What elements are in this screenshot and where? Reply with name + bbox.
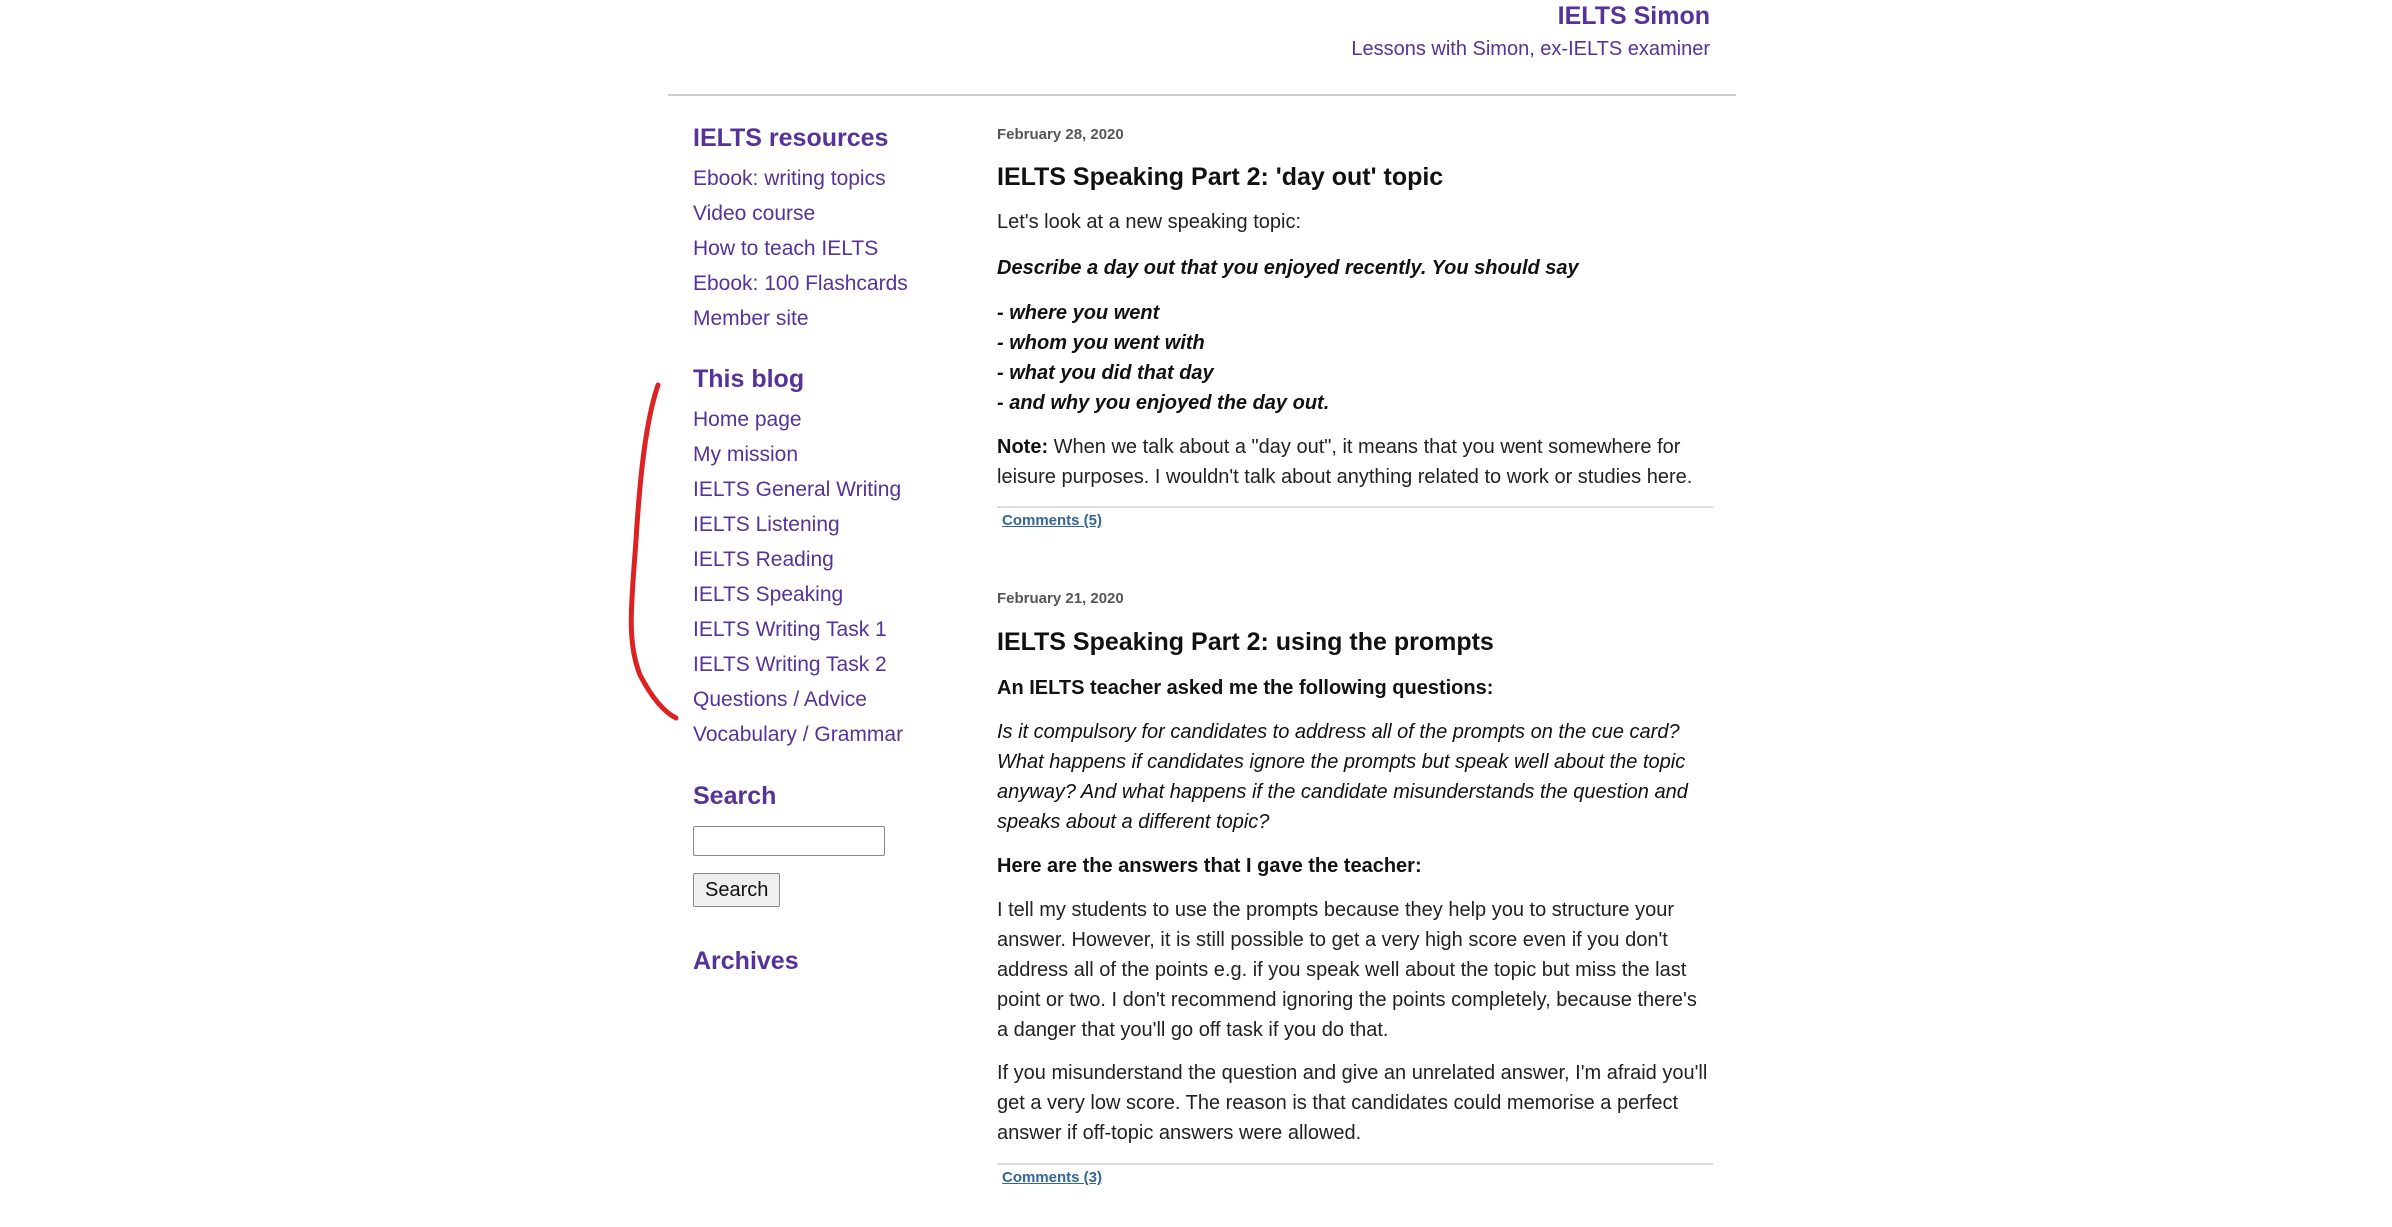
cue-card-heading: Describe a day out that you enjoyed recently. You should say <box>997 257 1579 279</box>
blog-link-item <box>693 437 903 472</box>
blog-link-vocabulary-grammar[interactable]: Vocabulary / Grammar <box>693 723 904 746</box>
search-input[interactable] <box>693 826 885 856</box>
blog-link-item <box>693 402 903 437</box>
resource-item <box>693 266 908 301</box>
cue-card-prompt: - and why you enjoyed the day out. <box>997 392 1330 414</box>
note-label: Note: <box>997 436 1049 458</box>
blog-link-item <box>693 682 903 717</box>
search-heading: Search <box>693 782 777 810</box>
resources-list <box>693 161 908 336</box>
post-note <box>997 432 1713 492</box>
answers-heading: Here are the answers that I gave the teacher: <box>997 855 1422 877</box>
site-header <box>0 0 2392 100</box>
blog-link-item <box>693 577 903 612</box>
post-paragraph: I tell my students to use the prompts because they help you to structure your answer. However, it is still possible to get a very high score even if you don't address all of the points e.g. if you speak well about the topic but miss the last point or two. I don't recommend ignoring the points completely, because there's a danger that you'll go off task if you do that. <box>997 899 1697 1041</box>
blog-link-writing-task-2[interactable]: IELTS Writing Task 2 <box>693 653 887 676</box>
blog-link-home-page[interactable]: Home page <box>693 408 802 431</box>
blog-link-listening[interactable]: IELTS Listening <box>693 513 840 536</box>
post-questions: Is it compulsory for candidates to address all of the prompts on the cue card? What happens if candidates ignore the prompts but speak well about the topic anyway? And what happens if the candidate misunderstands the question and speaks about a different topic? <box>997 721 1688 833</box>
blog-link-item <box>693 647 903 682</box>
cue-card-prompt: - where you went <box>997 302 1160 324</box>
resource-item <box>693 196 908 231</box>
blog-link-my-mission[interactable]: My mission <box>693 443 799 466</box>
blog-link-item <box>693 717 903 752</box>
blog-link-item <box>693 507 903 542</box>
blog-link-speaking[interactable]: IELTS Speaking <box>693 583 844 606</box>
blog-link-item <box>693 542 903 577</box>
note-text: When we talk about a "day out", it means that you went somewhere for leisure purposes. I wouldn't talk about anything related to work or studies here. <box>997 436 1693 488</box>
blog-link-item <box>693 472 903 507</box>
header-divider <box>668 94 1736 96</box>
blog-link-questions-advice[interactable]: Questions / Advice <box>693 688 867 711</box>
annotation-stroke <box>631 385 676 718</box>
resource-link-writing-topics[interactable]: Ebook: writing topics <box>693 167 886 190</box>
blog-link-reading[interactable]: IELTS Reading <box>693 548 834 571</box>
blog-link-item <box>693 612 903 647</box>
post-date: February 21, 2020 <box>997 590 1124 607</box>
post-footer-divider <box>997 1163 1713 1165</box>
site-tagline: Lessons with Simon, ex-IELTS examiner <box>1351 38 1710 60</box>
cue-card-prompt: - what you did that day <box>997 362 1214 384</box>
post-paragraph: If you misunderstand the question and give an unrelated answer, I'm afraid you'll get a very low score. The reason is that candidates could memorise a perfect answer if off-topic answers were allowed. <box>997 1062 1708 1144</box>
post-title[interactable]: IELTS Speaking Part 2: using the prompts <box>997 628 1494 656</box>
blog-link-general-writing[interactable]: IELTS General Writing <box>693 478 902 501</box>
resource-link-how-to-teach[interactable]: How to teach IELTS <box>693 237 879 260</box>
post-title[interactable]: IELTS Speaking Part 2: 'day out' topic <box>997 163 1444 191</box>
resource-item <box>693 301 908 336</box>
resources-heading: IELTS resources <box>693 124 889 152</box>
resource-link-video-course[interactable]: Video course <box>693 202 816 225</box>
blog-link-writing-task-1[interactable]: IELTS Writing Task 1 <box>693 618 887 641</box>
resource-link-member-site[interactable]: Member site <box>693 307 809 330</box>
post-lead: An IELTS teacher asked me the following questions: <box>997 677 1494 699</box>
site-title[interactable]: IELTS Simon <box>1557 2 1710 30</box>
comments-link[interactable]: Comments (3) <box>1002 1169 1103 1186</box>
post-date: February 28, 2020 <box>997 126 1124 143</box>
search-button[interactable]: Search <box>693 873 780 907</box>
post-footer-divider <box>997 506 1713 508</box>
resource-item <box>693 161 908 196</box>
archives-heading: Archives <box>693 947 799 975</box>
blog-links-list <box>693 402 903 752</box>
resource-link-flashcards[interactable]: Ebook: 100 Flashcards <box>693 272 908 295</box>
resource-item <box>693 231 908 266</box>
post-paragraph: Let's look at a new speaking topic: <box>997 211 1302 233</box>
blog-heading: This blog <box>693 365 805 393</box>
comments-link[interactable]: Comments (5) <box>1002 512 1103 529</box>
cue-card-prompt: - whom you went with <box>997 332 1205 354</box>
